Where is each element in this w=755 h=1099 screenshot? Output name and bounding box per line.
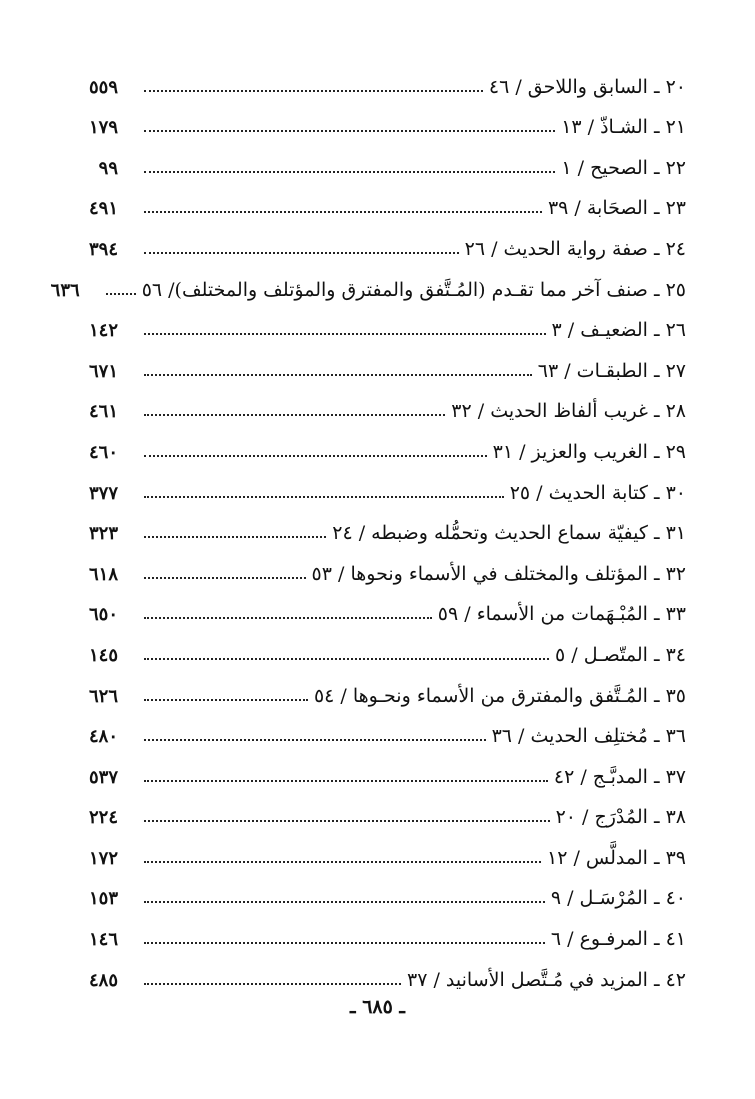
dot-leader	[144, 374, 532, 376]
entry-page-number: ١٧٩	[88, 117, 118, 139]
dot-leader	[144, 130, 555, 132]
entry-title: ٤١ ـ المرفـوع / ٦	[550, 928, 686, 951]
dot-leader	[144, 901, 545, 903]
entry-title: ٣٨ ـ المُدْرَج / ٢٠	[555, 806, 686, 829]
dot-leader	[144, 414, 445, 416]
dot-leader	[144, 577, 306, 579]
toc-entry	[66, 56, 686, 97]
dot-leader	[144, 699, 308, 701]
entry-page-number: ٦٣٦	[50, 279, 80, 301]
toc-entry	[66, 908, 686, 949]
entry-title: ٢٤ ـ صفة رواية الحديث / ٢٦	[464, 237, 686, 260]
dot-leader	[144, 983, 401, 985]
dot-leader	[144, 333, 546, 335]
entry-page-number: ٤٦٠	[88, 441, 118, 463]
entry-title: ٢٧ ـ الطبقـات / ٦٣	[537, 359, 686, 382]
toc-entry	[66, 137, 686, 178]
entry-page-number: ١٤٢	[88, 320, 118, 342]
entry-title: ٤٢ ـ المزيد في مُـتَّصل الأسانيد / ٣٧	[407, 968, 686, 991]
entry-page-number: ٦١٨	[88, 563, 118, 585]
page-folio-number: ـ ٦٨٥ ـ	[350, 996, 405, 1018]
toc-entry	[66, 300, 686, 341]
dot-leader	[144, 658, 549, 660]
toc-entry	[66, 381, 686, 422]
dot-leader	[144, 171, 555, 173]
toc-entry	[66, 584, 686, 625]
entry-page-number: ٩٩	[98, 157, 118, 179]
entry-title: ٢١ ـ الشـاذّ / ١٣	[561, 116, 686, 139]
dot-leader	[106, 293, 136, 295]
entry-title: ٢٦ ـ الضعيـف / ٣	[551, 319, 686, 342]
entry-title: ٢٥ ـ صنف آخر مما تقـدم (المُـتَّفق والمفترق والمؤتلف والمختلف)/ ٥٦	[141, 278, 686, 301]
entry-page-number: ١٥٣	[88, 888, 118, 910]
toc-entry	[66, 218, 686, 259]
table-of-contents	[50, 56, 686, 991]
entry-page-number: ٥٥٩	[88, 76, 118, 98]
entry-page-number: ٣٢٣	[88, 523, 118, 545]
toc-entry	[66, 503, 686, 544]
entry-title: ٢٨ ـ غريب ألفاظ الحديث / ٣٢	[451, 400, 686, 423]
entry-title: ٢٣ ـ الصحَابة / ٣٩	[547, 197, 686, 220]
toc-entry	[66, 706, 686, 747]
entry-page-number: ٣٩٤	[88, 238, 118, 260]
entry-title: ٣٢ ـ المؤتلف والمختلف في الأسماء ونحوها / ٥٣	[311, 562, 686, 585]
dot-leader	[144, 617, 432, 619]
toc-entry	[66, 746, 686, 787]
dot-leader	[144, 211, 542, 213]
entry-page-number: ٦٧١	[88, 360, 118, 382]
toc-entry	[66, 178, 686, 219]
toc-entry	[66, 827, 686, 868]
toc-entry	[66, 462, 686, 503]
dot-leader	[144, 496, 504, 498]
dot-leader	[144, 455, 487, 457]
entry-page-number: ٤٦١	[88, 401, 118, 423]
toc-entry	[66, 624, 686, 665]
entry-title: ٣٤ ـ المتّصـل / ٥	[555, 643, 686, 666]
entry-title: ٣٩ ـ المدلَّس / ١٢	[546, 846, 686, 869]
entry-title: ٢٩ ـ الغريب والعزيز / ٣١	[492, 440, 686, 463]
entry-title: ٤٠ ـ المُرْسَـل / ٩	[550, 887, 686, 910]
dot-leader	[144, 861, 541, 863]
entry-title: ٣٥ ـ المُـتَّفق والمفترق من الأسماء ونحـوها / ٥٤	[313, 684, 686, 707]
toc-entry	[66, 543, 686, 584]
entry-page-number: ٤٨٥	[88, 969, 118, 991]
dot-leader	[144, 780, 548, 782]
entry-page-number: ١٤٥	[88, 644, 118, 666]
toc-entry	[66, 421, 686, 462]
toc-entry	[50, 259, 686, 301]
dot-leader	[144, 252, 459, 254]
dot-leader	[144, 90, 483, 92]
entry-title: ٣٠ ـ كتابة الحديث / ٢٥	[509, 481, 686, 504]
entry-page-number: ٤٨٠	[88, 726, 118, 748]
toc-entry	[66, 787, 686, 828]
entry-title: ٢٢ ـ الصحيح / ١	[561, 156, 686, 179]
toc-entry	[66, 949, 686, 990]
entry-title: ٣١ ـ كيفيّة سماع الحديث وتحمُّله وضبطه / ٢٤	[332, 522, 686, 545]
dot-leader	[144, 739, 486, 741]
entry-title: ٢٠ ـ السابق واللاحق / ٤٦	[488, 75, 686, 98]
entry-page-number: ٤٩١	[88, 198, 118, 220]
dot-leader	[144, 536, 326, 538]
entry-page-number: ١٧٢	[88, 847, 118, 869]
toc-entry	[66, 97, 686, 138]
dot-leader	[144, 942, 545, 944]
entry-page-number: ٦٥٠	[88, 604, 118, 626]
toc-entry	[66, 340, 686, 381]
toc-entry	[66, 868, 686, 909]
entry-page-number: ٣٧٧	[88, 482, 118, 504]
toc-entry	[66, 665, 686, 706]
entry-title: ٣٦ ـ مُختلِف الحديث / ٣٦	[491, 725, 686, 748]
entry-title: ٣٧ ـ المدبَّـج / ٤٢	[553, 765, 686, 788]
entry-title: ٣٣ ـ المُبْـهَمات من الأسماء / ٥٩	[437, 603, 686, 626]
entry-page-number: ٢٢٤	[88, 807, 118, 829]
entry-page-number: ١٤٦	[88, 929, 118, 951]
entry-page-number: ٦٢٦	[88, 685, 118, 707]
entry-page-number: ٥٣٧	[88, 766, 118, 788]
dot-leader	[144, 820, 550, 822]
